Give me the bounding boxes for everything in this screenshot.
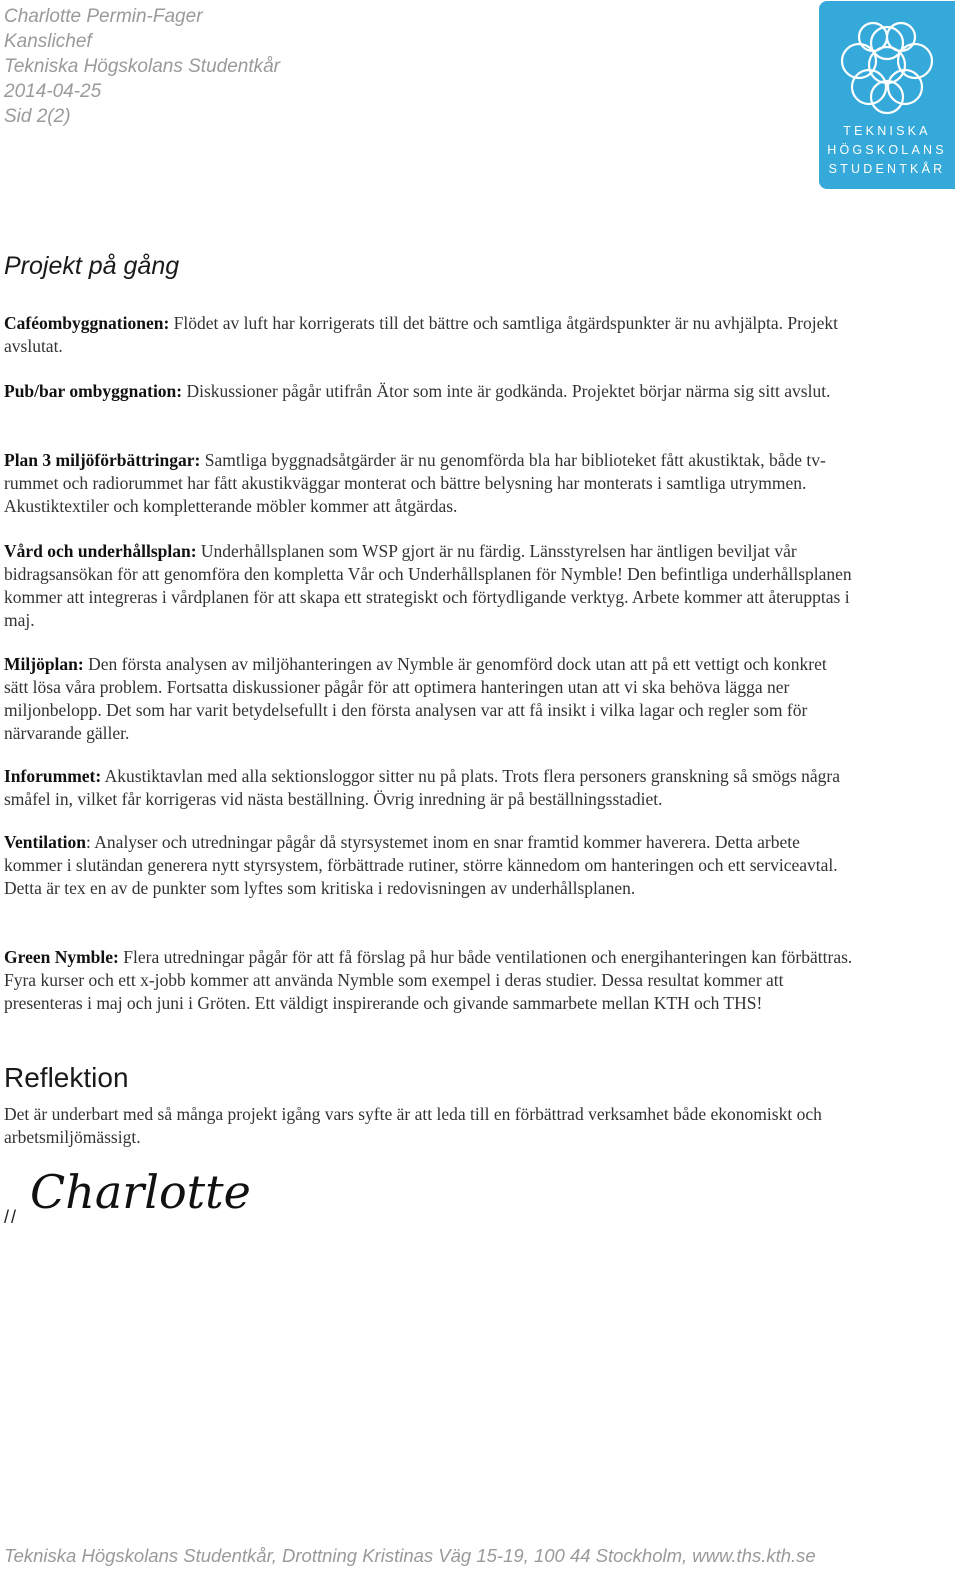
section-title-reflection: Reflektion (4, 1062, 129, 1093)
text: Diskussioner pågår utifrån Ätor som inte är godkända. Projektet börjar närma sig sitt avslut. (186, 381, 831, 401)
paragraph-plan3 (4, 449, 854, 518)
label: Plan 3 miljöförbättringar: (4, 450, 201, 470)
document-date: 2014-04-25 (4, 81, 102, 102)
text: Flera utredningar pågår för att få förslag på hur både ventilationen och energihanteringen kan förbättras. Fyra kurser och ett x-jobb kommer att använda Nymble som exempel i deras studier. Dessa resultat kommer att presenteras i maj och juni i Gröten. Ett väldigt inspirerande och givande sammarbete mellan KTH och THS! (4, 947, 853, 1013)
author-role: Kanslichef (4, 31, 92, 52)
label: Ventilation (4, 832, 87, 852)
text: Samtliga byggnadsåtgärder är nu genomförda bla har biblioteket fått akustiktak, både tv-rummet och radiorummet har fått akustikväggar monterat och bättre belysning har monterats i samtliga utrymmen. Akustiktextiler och kompletterande möbler kommer att åtgärdas. (4, 450, 826, 516)
signature-prefix: // (4, 1207, 19, 1227)
label: Pub/bar ombyggnation: (4, 381, 183, 401)
paragraph-inforummet (4, 765, 854, 811)
logo-line-2: HÖGSKOLANS (827, 143, 947, 157)
page-footer: Tekniska Högskolans Studentkår, Drottning Kristinas Väg 15-19, 100 44 Stockholm, www.ths.kth.se (4, 1545, 816, 1566)
label: Inforummet: (4, 766, 102, 786)
paragraph-green-nymble (4, 946, 854, 1015)
text: Den första analysen av miljöhanteringen av Nymble är genomförd dock utan att på ett vettigt och konkret sätt lösa våra problem. Fortsatta diskussioner pågår för att optimera hanteringen utan att vi ska behöva lägga ner miljonbelopp. Det som har varit betydelsefullt i den första analysen var att få insikt i vilka lagar och regler som för närvarande gäller. (4, 654, 827, 743)
text: Underhållsplanen som WSP gjort är nu färdig. Länsstyrelsen har äntligen beviljat vår bidragsansökan för att genomföra den kompletta Vår och Underhållsplanen för Nymble! Den befintliga underhållsplanen kommer att integreras i vårdplanen för att skapa ett strategiskt och förtydligande verktyg. Arbete kommer att återupptas i maj. (4, 541, 852, 630)
label: Green Nymble: (4, 947, 119, 967)
rings-icon (833, 15, 941, 115)
ths-logo (819, 1, 955, 189)
text: Flödet av luft har korrigerats till det bättre och samtliga åtgärdspunkter är nu avhjälpta. Projekt avslutat. (4, 313, 838, 356)
label: Vård och underhållsplan: (4, 541, 197, 561)
paragraph-miljoplan (4, 653, 854, 745)
paragraph-cafe (4, 312, 854, 358)
author-name: Charlotte Permin-Fager (4, 6, 203, 27)
paragraph-vard (4, 540, 854, 632)
logo-line-1: TEKNISKA (843, 124, 931, 138)
paragraph-pub (4, 380, 854, 403)
letter-header (4, 4, 280, 129)
signature-name: Charlotte (30, 1165, 251, 1219)
text: Akustiktavlan med alla sektionsloggor sitter nu på plats. Trots flera personers granskning så smögs några småfel in, vilket får korrigeras vid nästa beställning. Övrig inredning är på beställningsstadiet. (4, 766, 840, 809)
paragraph-reflection: Det är underbart med så många projekt igång vars syfte är att leda till en förbättrad verksamhet både ekonomiskt och arbetsmiljömässigt. (4, 1104, 822, 1147)
text: : Analyser och utredningar pågår då styrsystemet inom en snar framtid kommer haverera. Detta arbete kommer i slutändan generera nytt styrsystem, förbättrade rutiner, större kännedom om hanteringen och ett serviceavtal. Detta är tex en av de punkter som lyftes som kritiska i redovisningen av underhållsplanen. (4, 832, 838, 898)
label: Miljöplan: (4, 654, 84, 674)
organization: Tekniska Högskolans Studentkår (4, 56, 281, 77)
logo-line-3: STUDENTKÅR (828, 162, 946, 176)
section-title-projects: Projekt på gång (4, 252, 180, 280)
page-number: Sid 2(2) (4, 106, 71, 127)
label: Caféombyggnationen: (4, 313, 170, 333)
paragraph-ventilation (4, 831, 854, 900)
